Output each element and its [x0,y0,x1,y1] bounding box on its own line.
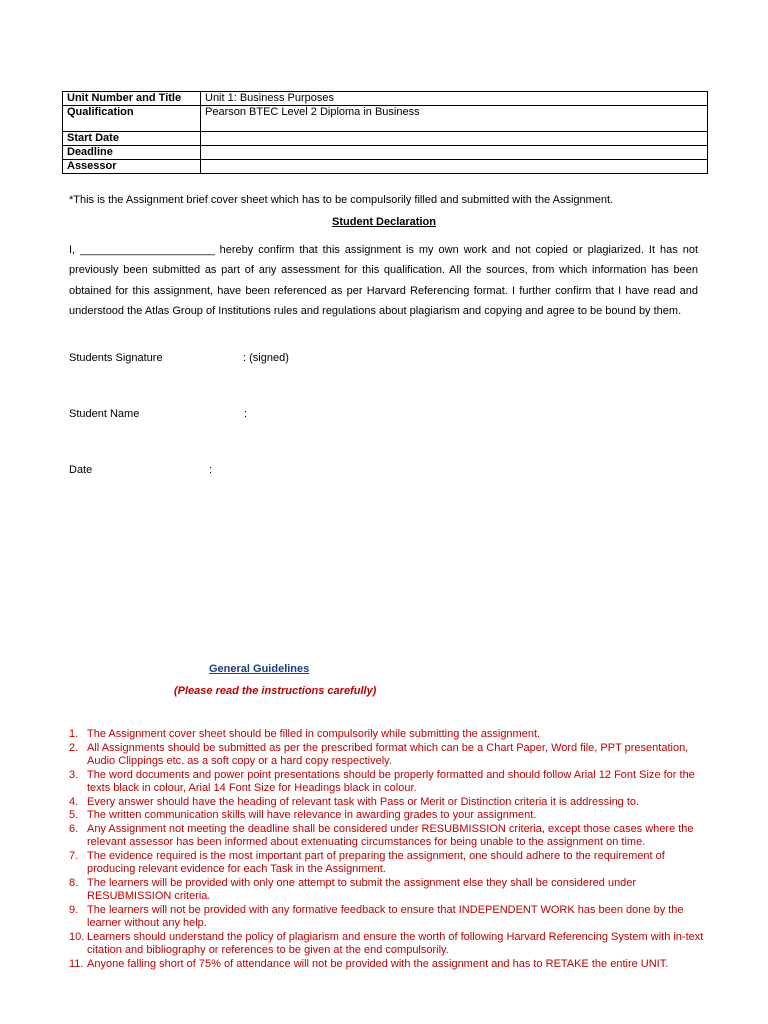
list-number: 11. [69,957,84,970]
list-text: All Assignments should be submitted as per the prescribed format which can be a Chart Paper, Word file, PPT presentation, Audio Clippings etc. as a soft copy or a hard copy respectively. [87,741,689,767]
list-number: 5. [69,809,79,821]
signature-value: : (signed) [243,352,289,364]
assignment-info-table [62,91,708,174]
row-value: Unit 1: Business Purposes [201,92,708,106]
student-name-label: Student Name [69,408,140,420]
declaration-body: I, ______________________ hereby confirm that this assignment is my own work and not copied or plagiarized. It has not previously been submitted as part of any assessment for this qualification. All the sources, from which information has been obtained for this assignment, have been referenced as per Harvard Referencing format. I further confirm that I have read and understood the Atlas Group of Institutions rules and regulations about plagiarism and copying and agree to be bound by them. [69,244,698,318]
list-item [69,904,709,931]
list-number: 9. [69,903,79,916]
list-item [69,728,709,742]
list-item [69,958,709,972]
list-text: Learners should understand the policy of plagiarism and ensure the worth of following Harvard Referencing System with in-text citation and bibliography or references to be given at the end compulsorily. [87,930,704,956]
list-number: 8. [69,876,79,889]
row-label: Deadline [63,146,201,160]
table-row [63,92,708,106]
row-value [201,132,708,146]
list-item [69,850,709,877]
list-text: The Assignment cover sheet should be filled in compulsorily while submitting the assignment. [87,728,541,740]
list-number: 2. [69,741,79,754]
list-item [69,877,709,904]
list-item [69,796,709,810]
row-value [201,160,708,174]
signature-label: Students Signature [69,352,163,364]
list-item [69,742,709,769]
table-row [63,106,708,132]
list-text: The word documents and power point presentations should be properly formatted and should follow Arial 12 Font Size for the texts black in colour, Arial 14 Font Size for Headings black in colour. [87,768,695,794]
list-number: 7. [69,849,79,862]
cover-note: *This is the Assignment brief cover sheet which has to be compulsorily filled and submitted with the Assignment. [69,194,614,206]
row-label: Qualification [63,106,201,132]
list-number: 3. [69,768,79,781]
list-number: 6. [69,822,79,835]
guidelines-title: General Guidelines [209,663,310,675]
row-value: Pearson BTEC Level 2 Diploma in Business [201,106,708,132]
list-number: 10. [69,930,85,943]
table-row [63,146,708,160]
guidelines-list [69,728,709,971]
list-text: The written communication skills will have relevance in awarding grades to your assignment. [87,809,537,821]
date-value: : [209,464,213,476]
list-text: Any Assignment not meeting the deadline shall be considered under RESUBMISSION criteria, except those cases where the relevant assessor has been informed about extenuating circumstances for being unable to the assignment on time. [87,822,694,848]
row-label: Assessor [63,160,201,174]
student-name-value: : [244,408,248,420]
row-label: Unit Number and Title [63,92,201,106]
table-row [63,132,708,146]
table-row [63,160,708,174]
list-item [69,931,709,958]
date-label: Date [69,464,93,476]
list-item [69,823,709,850]
list-text: The learners will be provided with only one attempt to submit the assignment else they shall be considered under RESUBMISSION criteria. [87,876,637,902]
list-text: Every answer should have the heading of relevant task with Pass or Merit or Distinction criteria it is addressing to. [87,795,640,808]
list-text: The learners will not be provided with any formative feedback to ensure that INDEPENDENT WORK has been done by the learner without any help. [87,903,684,929]
row-value [201,146,708,160]
list-number: 1. [69,728,79,740]
guidelines-subtitle: (Please read the instructions carefully) [174,685,377,697]
list-number: 4. [69,795,79,808]
list-text: The evidence required is the most important part of preparing the assignment, one should adhere to the requirement of producing relevant evidence for each Task in the Assignment. [87,849,665,875]
row-label: Start Date [63,132,201,146]
list-item [69,809,709,823]
list-text: Anyone falling short of 75% of attendance will not be provided with the assignment and has to RETAKE the entire UNIT. [87,957,669,970]
declaration-title: Student Declaration [332,216,436,228]
list-item [69,769,709,796]
